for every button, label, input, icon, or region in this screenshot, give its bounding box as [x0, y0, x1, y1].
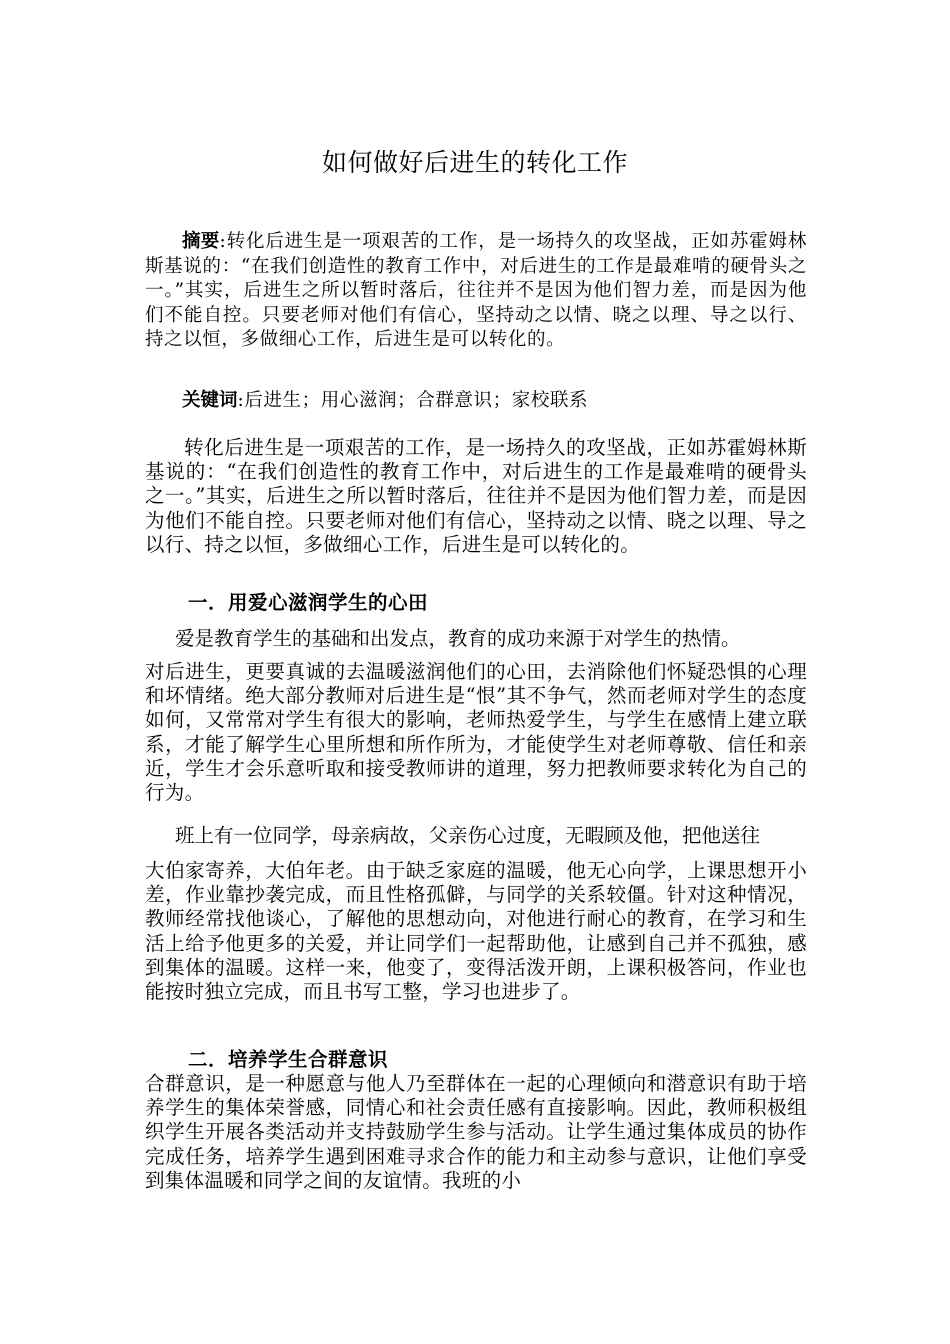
section-heading-2: 二．培养学生合群意识 [188, 1048, 389, 1071]
document-title: 如何做好后进生的转化工作 [321, 148, 628, 177]
keywords-paragraph [145, 388, 807, 414]
keywords-label: 关键词 [182, 390, 238, 411]
intro-paragraph: 转化后进生是一项艰苦的工作，是一场持久的攻坚战，正如苏霍姆林斯基说的：“在我们创造性的教育工作中，对后进生的工作是最难啃的硬骨头之一。”其实，后进生之所以暂时落后，往往并不是因为他们智力差，而是因为他们不能自控。只要老师对他们有信心，坚持动之以情、晓之以理、导之以行、持之以恒，多做细心工作，后进生是可以转化的。 [145, 436, 807, 556]
abstract-text: 转化后进生是一项艰苦的工作，是一场持久的攻坚战，正如苏霍姆林斯基说的：“在我们创造性的教育工作中，对后进生的工作是最难啃的硬骨头之一。”其实，后进生之所以暂时落后，往往并不是因为他们智力差，而是因为他们不能自控。只要老师对他们有信心，坚持动之以情、晓之以理、导之以行、持之以恒，多做细心工作，后进生是可以转化的。 [145, 231, 807, 351]
abstract-label: 摘要 [182, 231, 220, 252]
section1-paragraph1-body: 对后进生，更要真诚的去温暖滋润他们的心田，去消除他们怀疑恐惧的心理和坏情绪。绝大部分教师对后进生是“恨”其不争气，然而老师对学生的态度如何，又常常对学生有很大的影响，老师热爱学生，与学生在感情上建立联系，才能了解学生心里所想和所作所为，才能使学生对老师尊敬、信任和亲近，学生才会乐意听取和接受教师讲的道理，努力把教师要求转化为自己的行为。 [145, 660, 807, 805]
abstract-paragraph [145, 230, 807, 353]
section1-paragraph2-lead: 班上有一位同学，母亲病故，父亲伤心过度，无暇顾及他，把他送往 [175, 824, 761, 847]
section2-paragraph1: 合群意识，是一种愿意与他人乃至群体在一起的心理倾向和潜意识有助于培养学生的集体荣誉感，同情心和社会责任感有直接影响。因此，教师积极组织学生开展各类活动并支持鼓励学生参与活动。让学生通过集体成员的协作完成任务，培养学生遇到困难寻求合作的能力和主动参与意识，让他们享受到集体温暖和同学之间的友谊情。我班的小 [145, 1072, 807, 1192]
abstract-separator: : [219, 231, 227, 252]
keywords-separator: : [237, 390, 245, 411]
section1-paragraph2-body: 大伯家寄养，大伯年老。由于缺乏家庭的温暖，他无心向学，上课思想开小差，作业靠抄袭完成，而且性格孤僻，与同学的关系较僵。针对这种情况，教师经常找他谈心，了解他的思想动向，对他进行耐心的教育，在学习和生活上给予他更多的关爱，并让同学们一起帮助他，让感到自己并不孤独，感到集体的温暖。这样一来，他变了，变得活泼开朗，上课积极答问，作业也能按时独立完成，而且书写工整，学习也进步了。 [145, 859, 807, 1004]
section-heading-1: 一．用爱心滋润学生的心田 [188, 591, 429, 614]
keywords-text: 后进生；用心滋润；合群意识；家校联系 [244, 390, 589, 411]
section1-paragraph1-lead: 爱是教育学生的基础和出发点，教育的成功来源于对学生的热情。 [175, 627, 741, 650]
